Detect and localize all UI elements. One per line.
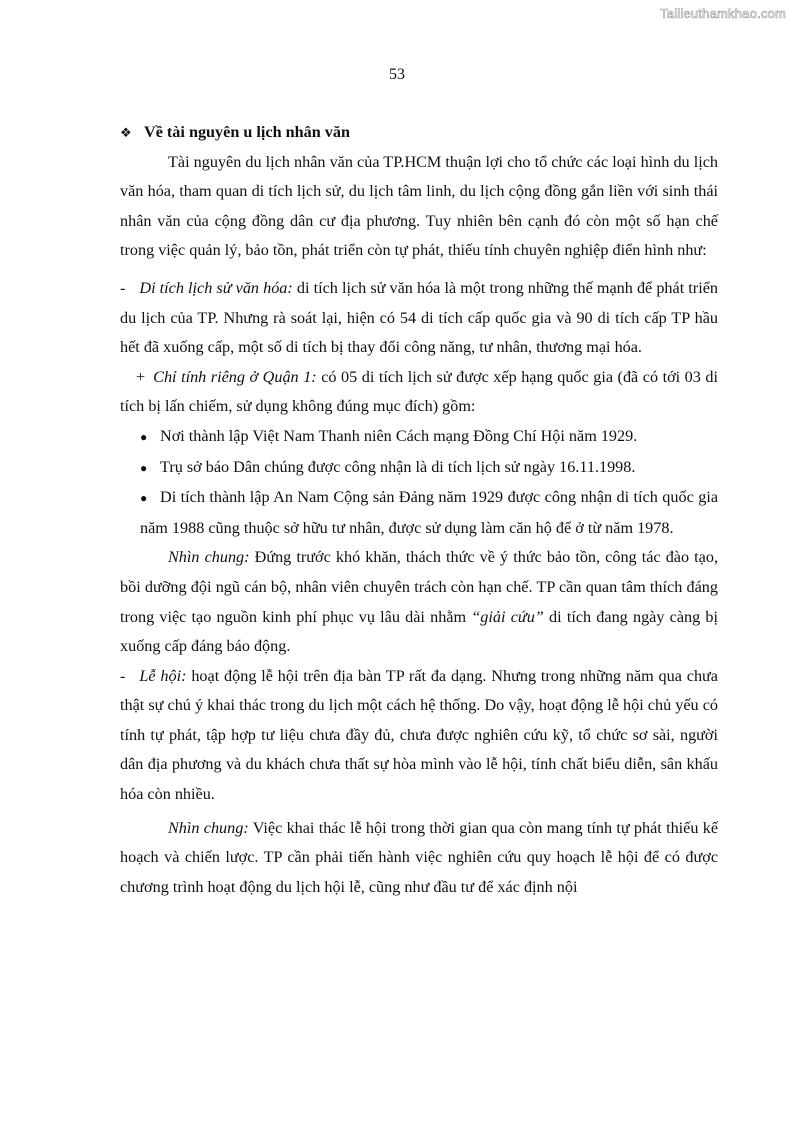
district1-label: Chỉ tính riêng ở Quận 1: bbox=[153, 367, 317, 386]
summary-paragraph-2 bbox=[120, 814, 718, 903]
relics-paragraph bbox=[120, 274, 718, 363]
relic-list bbox=[120, 422, 718, 543]
list-item-text: Di tích thành lập An Nam Cộng sản Đảng năm 1929 được công nhận di tích quốc gia năm 1988 cũng thuộc sở hữu tư nhân, được sử dụng làm căn hộ để ở từ năm 1978. bbox=[140, 488, 718, 537]
summary-paragraph-1 bbox=[120, 543, 718, 661]
document-body bbox=[120, 118, 718, 902]
dash-marker: - bbox=[120, 666, 126, 685]
intro-paragraph: Tài nguyên du lịch nhân văn của TP.HCM thuận lợi cho tổ chức các loại hình du lịch văn hóa, tham quan di tích lịch sử, du lịch tâm linh, du lịch cộng đồng gắn liền với sinh thái nhân văn của cộng đồng dân cư địa phương. Tuy nhiên bên cạnh đó còn một số hạn chế trong việc quản lý, bảo tồn, phát triển còn tự phát, thiếu tính chuyên nghiệp điển hình như: bbox=[120, 152, 718, 260]
district1-paragraph bbox=[120, 363, 718, 422]
district1-text: có 05 di tích lịch sử được xếp hạng quốc gia (đã có tới 03 di tích bị lấn chiếm, sử dụng không đúng mục đích) gồm: bbox=[120, 367, 718, 416]
summary1-label: Nhìn chung: bbox=[168, 548, 250, 567]
page-number: 53 bbox=[389, 66, 405, 83]
relics-label: Di tích lịch sử văn hóa: bbox=[139, 278, 293, 297]
plus-marker: + bbox=[136, 367, 146, 386]
diamond-bullet-icon: ❖ bbox=[120, 125, 132, 140]
festivals-text: hoạt động lễ hội trên địa bàn TP rất đa dạng. Nhưng trong những năm qua chưa thật sự chú ý khai thác trong du lịch một cách hệ thống. Do vậy, hoạt động lễ hội chủ yếu có tính tự phát, tập hợp tư liệu chưa đầy đủ, chưa được nghiên cứu kỹ, tổ chức sơ sài, người dân địa phương và du khách chưa thất sự hòa mình vào lễ hội, tính chất biểu diễn, sân khấu hóa còn nhiều. bbox=[120, 666, 718, 804]
dash-marker: - bbox=[120, 278, 126, 297]
summary1-quote: “giải cứu” bbox=[471, 607, 544, 626]
list-item bbox=[120, 453, 718, 484]
bullet-dot-icon: ● bbox=[140, 429, 148, 444]
watermark: Tailieuthamkhao.com bbox=[660, 6, 786, 21]
summary1-text-after: di tích đang ngày càng bị xuống cấp đáng báo động. bbox=[120, 607, 719, 656]
festivals-label: Lễ hội: bbox=[139, 666, 187, 685]
summary1-text-before: Đứng trước khó khăn, thách thức về ý thức bảo tồn, công tác đào tạo, bồi dưỡng đội ngũ cán bộ, nhân viên chuyên trách còn hạn chế. TP cần quan tâm thích đáng trong việc tạo nguồn kinh phí phục vụ lâu dài nhằm bbox=[120, 548, 718, 626]
list-item-text: Nơi thành lập Việt Nam Thanh niên Cách mạng Đồng Chí Hội năm 1929. bbox=[160, 426, 638, 445]
relics-text: di tích lịch sử văn hóa là một trong những thế mạnh để phát triển du lịch của TP. Nhưng rà soát lại, hiện có 54 di tích cấp quốc gia và 90 di tích cấp TP hầu hết đã xuống cấp, một số di tích bị thay đổi công năng, tư nhân, thương mại hóa. bbox=[120, 278, 718, 357]
list-item bbox=[120, 483, 718, 543]
section-heading-text: Về tài nguyên u lịch nhân văn bbox=[144, 123, 350, 141]
summary2-label: Nhìn chung: bbox=[168, 818, 249, 837]
list-item bbox=[120, 422, 718, 453]
bullet-dot-icon: ● bbox=[140, 460, 148, 475]
section-heading bbox=[120, 118, 718, 148]
festivals-paragraph bbox=[120, 662, 718, 810]
summary2-text: Việc khai thác lễ hội trong thời gian qua còn mang tính tự phát thiếu kế hoạch và chiến lược. TP cần phải tiến hành việc nghiên cứu quy hoạch lễ hội để có được chương trình hoạt động du lịch hội lễ, cũng như đầu tư để xác định nội bbox=[120, 818, 718, 896]
bullet-dot-icon: ● bbox=[140, 491, 148, 506]
list-item-text: Trụ sở báo Dân chúng được công nhận là di tích lịch sử ngày 16.11.1998. bbox=[160, 457, 636, 476]
